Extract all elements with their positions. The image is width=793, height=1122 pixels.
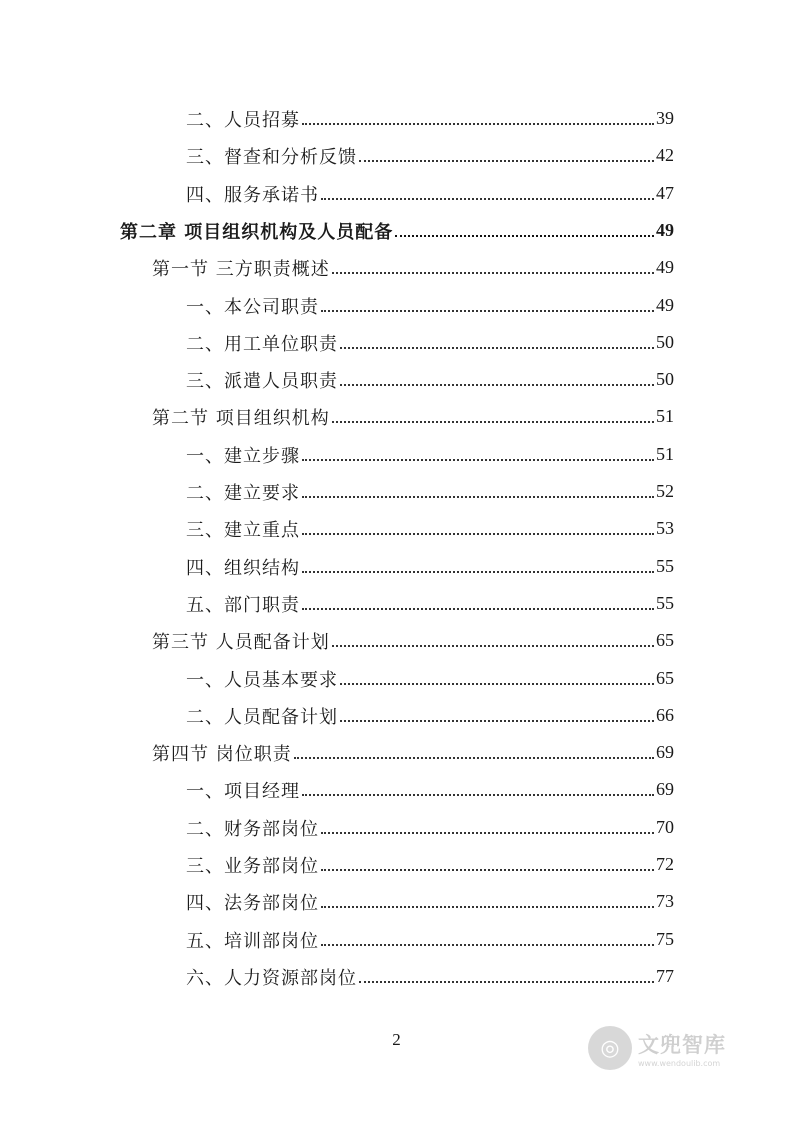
toc-leader-dots — [302, 551, 654, 573]
toc-entry-page: 69 — [656, 742, 674, 762]
toc-entry[interactable] — [152, 249, 674, 286]
toc-entry-label: 四、组织结构 — [186, 557, 300, 579]
toc-entry-page: 73 — [656, 891, 674, 911]
toc-leader-dots — [294, 737, 654, 759]
toc-leader-dots — [302, 476, 654, 498]
toc-entry-page: 50 — [656, 369, 674, 389]
toc-entry-label: 五、培训部岗位 — [186, 930, 319, 952]
toc-entry-page: 69 — [656, 779, 674, 799]
toc-entry-page: 51 — [656, 444, 674, 464]
toc-entry-page: 52 — [656, 481, 674, 501]
toc-entry[interactable] — [186, 100, 674, 137]
toc-entry-label: 三、建立重点 — [186, 519, 300, 541]
toc-entry-label: 五、部门职责 — [186, 594, 300, 616]
toc-entry[interactable] — [152, 622, 674, 659]
toc-entry-label: 第二章 项目组织机构及人员配备 — [120, 221, 394, 243]
toc-leader-dots — [302, 588, 654, 610]
toc-entry-page: 55 — [656, 593, 674, 613]
toc-entry-label: 一、本公司职责 — [186, 296, 319, 318]
toc-entry[interactable] — [186, 958, 674, 995]
toc-entry[interactable] — [186, 921, 674, 958]
toc-entry-label: 三、督查和分析反馈 — [186, 146, 357, 168]
toc-entry-label: 一、人员基本要求 — [186, 669, 338, 691]
toc-entry-label: 四、法务部岗位 — [186, 892, 319, 914]
toc-entry-page: 65 — [656, 668, 674, 688]
toc-leader-dots — [321, 886, 654, 908]
toc-entry[interactable] — [186, 436, 674, 473]
toc-entry-page: 75 — [656, 929, 674, 949]
toc-entry[interactable] — [186, 324, 674, 361]
toc-entry-page: 49 — [656, 257, 674, 277]
toc-leader-dots — [332, 401, 654, 423]
toc-entry-page: 49 — [656, 220, 674, 240]
toc-entry[interactable] — [186, 771, 674, 808]
toc-entry-page: 47 — [656, 183, 674, 203]
toc-leader-dots — [332, 625, 654, 647]
toc-entry-label: 六、人力资源部岗位 — [186, 967, 357, 989]
toc-entry-label: 一、项目经理 — [186, 780, 300, 802]
toc-entry-page: 72 — [656, 854, 674, 874]
toc-entry[interactable] — [152, 398, 674, 435]
toc-leader-dots — [359, 961, 654, 983]
toc-leader-dots — [302, 439, 654, 461]
toc-entry[interactable] — [186, 137, 674, 174]
toc-leader-dots — [321, 178, 654, 200]
toc-leader-dots — [340, 700, 654, 722]
toc-entry-label: 三、派遣人员职责 — [186, 370, 338, 392]
toc-entry-label: 二、建立要求 — [186, 482, 300, 504]
toc-entry[interactable] — [186, 287, 674, 324]
toc-entry[interactable] — [186, 846, 674, 883]
toc-entry-label: 第二节 项目组织机构 — [152, 407, 330, 429]
toc-entry-page: 51 — [656, 406, 674, 426]
toc-entry-label: 四、服务承诺书 — [186, 184, 319, 206]
toc-entry-label: 第一节 三方职责概述 — [152, 258, 330, 280]
watermark-logo-icon: ◎ — [588, 1026, 632, 1070]
toc-entry[interactable] — [186, 697, 674, 734]
toc-entry-page: 66 — [656, 705, 674, 725]
toc-entry-label: 二、用工单位职责 — [186, 333, 338, 355]
toc-entry-label: 二、人员招募 — [186, 109, 300, 131]
toc-entry[interactable] — [186, 809, 674, 846]
toc-leader-dots — [321, 290, 654, 312]
toc-leader-dots — [321, 924, 654, 946]
toc-leader-dots — [302, 103, 654, 125]
toc-entry-page: 53 — [656, 518, 674, 538]
toc-entry-page: 70 — [656, 817, 674, 837]
toc-entry-label: 二、人员配备计划 — [186, 706, 338, 728]
toc-entry-page: 39 — [656, 108, 674, 128]
toc-entry[interactable] — [186, 175, 674, 212]
toc-entry-page: 42 — [656, 145, 674, 165]
toc-entry-page: 77 — [656, 966, 674, 986]
toc-entry-page: 49 — [656, 295, 674, 315]
toc-entry[interactable] — [120, 212, 674, 249]
toc-leader-dots — [302, 774, 654, 796]
toc-entry-page: 65 — [656, 630, 674, 650]
toc-entry-page: 55 — [656, 556, 674, 576]
page-number: 2 — [392, 1030, 401, 1049]
toc-entry-page: 50 — [656, 332, 674, 352]
toc-entry-label: 二、财务部岗位 — [186, 818, 319, 840]
toc-entry[interactable] — [152, 734, 674, 771]
toc-entry[interactable] — [186, 883, 674, 920]
toc-entry[interactable] — [186, 510, 674, 547]
toc-leader-dots — [340, 663, 654, 685]
toc-entry[interactable] — [186, 361, 674, 398]
toc-leader-dots — [359, 140, 654, 162]
watermark — [588, 1020, 768, 1076]
toc-entry-label: 第三节 人员配备计划 — [152, 631, 330, 653]
watermark-name: 文兜智库 — [638, 1032, 726, 1057]
watermark-url: www.wendoulib.com — [638, 1058, 721, 1068]
toc-leader-dots — [395, 215, 654, 237]
toc-leader-dots — [321, 849, 654, 871]
toc-entry-label: 第四节 岗位职责 — [152, 743, 292, 765]
toc-entry-label: 三、业务部岗位 — [186, 855, 319, 877]
toc-leader-dots — [302, 513, 654, 535]
toc-entry[interactable] — [186, 585, 674, 622]
toc-leader-dots — [321, 812, 654, 834]
toc-entry[interactable] — [186, 660, 674, 697]
toc-entry[interactable] — [186, 473, 674, 510]
toc-leader-dots — [340, 364, 654, 386]
toc-leader-dots — [340, 327, 654, 349]
toc-entry[interactable] — [186, 548, 674, 585]
toc-entry-label: 一、建立步骤 — [186, 445, 300, 467]
toc-leader-dots — [332, 252, 654, 274]
